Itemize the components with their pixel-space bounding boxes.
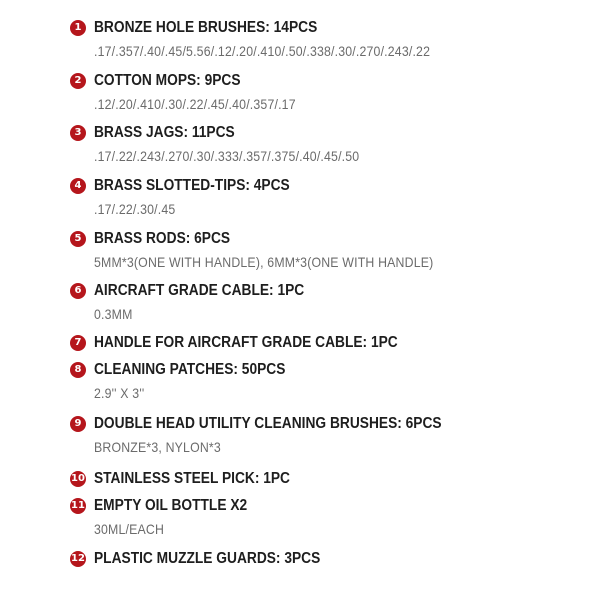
item-number-badge: 9	[70, 416, 86, 432]
item-title: STAINLESS STEEL PICK: 1PC	[94, 470, 290, 487]
item-title: PLASTIC MUZZLE GUARDS: 3PCS	[94, 550, 321, 567]
item-number-badge: 4	[70, 178, 86, 194]
item-title: BRASS SLOTTED-TIPS: 4PCS	[94, 177, 290, 194]
item-number-badge: 7	[70, 335, 86, 351]
item-number-badge: 5	[70, 231, 86, 247]
item-detail: 0.3MM	[94, 306, 133, 322]
item-detail: 2.9'' X 3''	[94, 385, 145, 401]
item-title: EMPTY OIL BOTTLE X2	[94, 497, 248, 514]
item-title: AIRCRAFT GRADE CABLE: 1PC	[94, 282, 305, 299]
item-title: COTTON MOPS: 9PCS	[94, 72, 241, 89]
item-title: DOUBLE HEAD UTILITY CLEANING BRUSHES: 6PCS	[94, 415, 442, 432]
item-number-badge: 3	[70, 125, 86, 141]
item-detail: .17/.22/.30/.45	[94, 201, 176, 217]
item-detail: .17/.357/.40/.45/5.56/.12/.20/.410/.50/.338/.30/.270/.243/.22	[94, 43, 431, 59]
item-number-badge: 10	[70, 471, 86, 487]
item-detail: BRONZE*3, NYLON*3	[94, 439, 221, 455]
item-number-badge: 11	[70, 498, 86, 514]
item-detail: 5MM*3(ONE WITH HANDLE), 6MM*3(ONE WITH HANDLE)	[94, 254, 434, 270]
item-number-badge: 1	[70, 20, 86, 36]
item-title: BRASS RODS: 6PCS	[94, 230, 231, 247]
item-title: BRASS JAGS: 11PCS	[94, 124, 235, 141]
item-number-badge: 12	[70, 551, 86, 567]
item-number-badge: 6	[70, 283, 86, 299]
item-number-badge: 8	[70, 362, 86, 378]
item-title: HANDLE FOR AIRCRAFT GRADE CABLE: 1PC	[94, 334, 398, 351]
item-title: BRONZE HOLE BRUSHES: 14PCS	[94, 19, 318, 36]
item-title: CLEANING PATCHES: 50PCS	[94, 361, 286, 378]
item-detail: .17/.22/.243/.270/.30/.333/.357/.375/.40/.45/.50	[94, 148, 360, 164]
item-detail: 30ML/EACH	[94, 521, 165, 537]
item-number-badge: 2	[70, 73, 86, 89]
item-detail: .12/.20/.410/.30/.22/.45/.40/.357/.17	[94, 96, 296, 112]
